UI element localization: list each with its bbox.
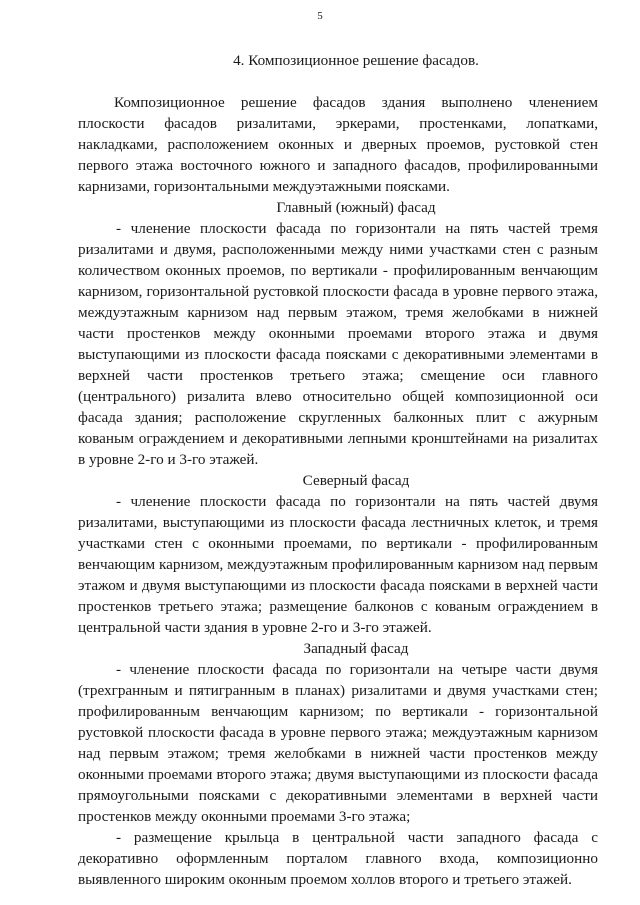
document-body xyxy=(78,50,598,890)
page-number: 5 xyxy=(317,10,323,22)
facade-heading-north: Северный фасад xyxy=(302,472,410,489)
facade-paragraph-west-1: - членение плоскости фасада по горизонтали на четыре части двумя (трехгранным и пятигранным в планах) ризалитами и двумя участками стен; профилированным венчающим карнизом; по вертикали - горизонтальной рустовкой плоскости фасада в уровне первого этажа; междуэтажным карнизом над первым этажом; тремя желобками в нижней части простенков между оконными проемами второго этажа; двумя выступающими из плоскости фасада прямоугольными поясками с декоративными элементами в верхней части простенков между оконными проемами 3-го этажа; xyxy=(78,661,598,825)
facade-paragraph-south: - членение плоскости фасада по горизонтали на пять частей тремя ризалитами и двумя, расположенными между ними участками стен с разным количеством оконных проемов, по вертикали - профилированным венчающим карнизом, горизонтальной рустовкой плоскости фасада в уровне первого этажа, междуэтажным карнизом над первым этажом, тремя желобками в нижней части простенков между оконными проемами второго этажа и двумя выступающими из плоскости фасада поясками с декоративными элементами в верхней части простенков третьего этажа; смещение оси главного (центрального) ризалита влево относительно общей композиционной оси фасада здания; расположение скругленных балконных плит с ажурным кованым ограждением и декоративными лепными кронштейнами на ризалитах в уровне 2-го и 3-го этажей. xyxy=(78,220,598,468)
facade-heading-west: Западный фасад xyxy=(303,640,409,657)
facade-paragraph-north: - членение плоскости фасада по горизонтали на пять частей двумя ризалитами, выступающими из плоскости фасада лестничных клеток, и тремя участками стен с оконными проемами, по вертикали - профилированным венчающим карнизом, междуэтажным профилированным карнизом над первым этажом и двумя выступающими из плоскости фасада поясками в верхней части простенков третьего этажа; размещение балконов с кованым ограждением в центральной части здания в уровне 2-го и 3-го этажей. xyxy=(78,493,598,636)
facade-heading-south: Главный (южный) фасад xyxy=(276,199,436,216)
facade-paragraph-west-2: - размещение крыльца в центральной части западного фасада с декоративно оформленным порталом главного входа, композиционно выявленного широким оконным проемом холлов второго и третьего этажей. xyxy=(78,829,598,888)
intro-paragraph: Композиционное решение фасадов здания выполнено членением плоскости фасадов ризалитами, эркерами, простенками, лопатками, накладками, расположением оконных и дверных проемов, рустовкой стен первого этажа восточного южного и западного фасадов, профилированными карнизами, горизонтальными междуэтажными поясками. xyxy=(78,94,598,195)
section-title: 4. Композиционное решение фасадов. xyxy=(233,52,479,69)
